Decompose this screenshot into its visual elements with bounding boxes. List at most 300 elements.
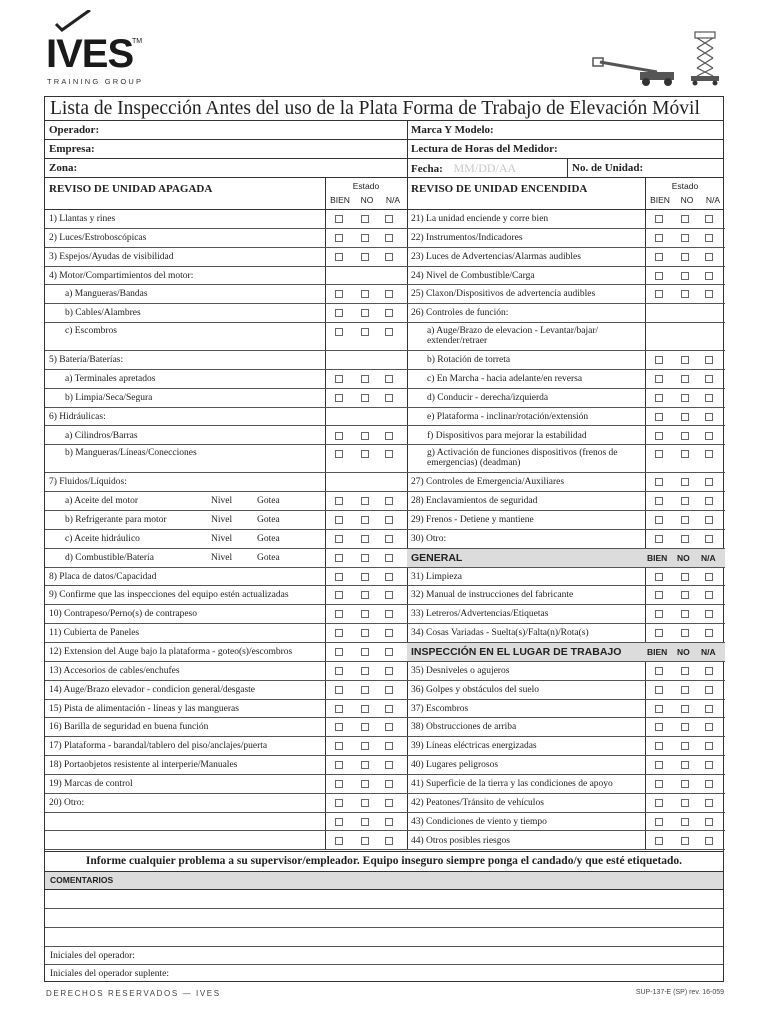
left-no-checkbox[interactable] <box>361 648 369 656</box>
right-item-label: 27) Controles de Emergencia/Auxiliares <box>411 477 565 488</box>
right-na-checkbox[interactable] <box>705 215 713 223</box>
left-row <box>45 511 407 530</box>
left-row <box>45 389 407 408</box>
left-no-checkbox[interactable] <box>361 591 369 599</box>
right-bien-checkbox[interactable] <box>655 686 663 694</box>
left-bien-checkbox[interactable] <box>335 573 343 581</box>
left-na-checkbox[interactable] <box>385 629 393 637</box>
left-bien-checkbox[interactable] <box>335 328 343 336</box>
left-na-checkbox[interactable] <box>385 686 393 694</box>
right-item-label: 33) Letreros/Advertencias/Etiquetas <box>411 609 549 620</box>
right-item-label: 36) Golpes y obstáculos del suelo <box>411 684 539 695</box>
right-row <box>407 605 725 624</box>
right-no-checkbox[interactable] <box>681 497 689 505</box>
left-no-checkbox[interactable] <box>361 215 369 223</box>
nivel-label: Nivel <box>211 552 233 563</box>
left-row <box>45 643 407 662</box>
left-bien-checkbox[interactable] <box>335 253 343 261</box>
left-item-label: 14) Auge/Brazo elevador - condicion general/desgaste <box>49 684 256 695</box>
right-no-checkbox[interactable] <box>681 234 689 242</box>
left-bien-label: BIEN <box>330 195 350 205</box>
left-na-checkbox[interactable] <box>385 497 393 505</box>
right-no-label: NO <box>680 195 694 205</box>
left-bien-checkbox[interactable] <box>335 497 343 505</box>
right-bien-checkbox[interactable] <box>655 516 663 524</box>
left-item-label: c) Aceite hidráulico <box>65 533 140 544</box>
left-item-label: 13) Accesorios de cables/enchufes <box>49 665 180 676</box>
right-bien-checkbox[interactable] <box>655 375 663 383</box>
left-item-label: 11) Cubierta de Paneles <box>49 628 140 639</box>
right-na-checkbox[interactable] <box>705 667 713 675</box>
left-bien-checkbox[interactable] <box>335 290 343 298</box>
left-bien-checkbox[interactable] <box>335 535 343 543</box>
left-item-label: 7) Fluidos/Líquidos: <box>49 477 127 488</box>
left-na-checkbox[interactable] <box>385 723 393 731</box>
right-no-checkbox[interactable] <box>681 450 689 458</box>
right-na-checkbox[interactable] <box>705 686 713 694</box>
left-row <box>45 756 407 775</box>
right-no-checkbox[interactable] <box>681 215 689 223</box>
right-bien-checkbox[interactable] <box>655 837 663 845</box>
left-na-checkbox[interactable] <box>385 610 393 618</box>
left-section-title: REVISO DE UNIDAD APAGADA <box>49 183 213 195</box>
left-no-checkbox[interactable] <box>361 432 369 440</box>
right-na-checkbox[interactable] <box>705 234 713 242</box>
right-item-label: 37) Escombros <box>411 703 469 714</box>
right-no-checkbox[interactable] <box>681 573 689 581</box>
left-no-checkbox[interactable] <box>361 290 369 298</box>
right-na-checkbox[interactable] <box>705 780 713 788</box>
right-no-checkbox[interactable] <box>681 799 689 807</box>
left-na-checkbox[interactable] <box>385 742 393 750</box>
left-na-checkbox[interactable] <box>385 328 393 336</box>
right-no-checkbox[interactable] <box>681 253 689 261</box>
left-item-label: 19) Marcas de control <box>49 778 133 789</box>
left-item-label: b) Refrigerante para motor <box>65 515 167 526</box>
logo-subtitle: TRAINING GROUP <box>47 77 144 86</box>
right-no-checkbox[interactable] <box>681 629 689 637</box>
right-row <box>407 530 725 549</box>
left-no-checkbox[interactable] <box>361 253 369 261</box>
right-row <box>407 473 725 492</box>
left-no-checkbox[interactable] <box>361 554 369 562</box>
right-no-checkbox[interactable] <box>681 610 689 618</box>
left-bien-checkbox[interactable] <box>335 648 343 656</box>
right-item-label: 43) Condiciones de viento y tiempo <box>411 816 547 827</box>
left-bien-checkbox[interactable] <box>335 375 343 383</box>
right-na-checkbox[interactable] <box>705 516 713 524</box>
right-na-checkbox[interactable] <box>705 535 713 543</box>
right-item-label: 38) Obstrucciones de arriba <box>411 722 517 733</box>
left-na-checkbox[interactable] <box>385 837 393 845</box>
right-no-checkbox[interactable] <box>681 761 689 769</box>
left-item-label: b) Mangueras/Líneas/Conecciones <box>65 448 197 459</box>
left-bien-checkbox[interactable] <box>335 394 343 402</box>
right-row <box>407 586 725 605</box>
aerial-lift-icon <box>585 28 730 88</box>
gotea-label: Gotea <box>257 533 280 544</box>
left-row <box>45 530 407 549</box>
right-no-checkbox[interactable] <box>681 705 689 713</box>
left-bien-checkbox[interactable] <box>335 686 343 694</box>
right-row <box>407 568 725 587</box>
right-na-checkbox[interactable] <box>705 837 713 845</box>
right-no-checkbox[interactable] <box>681 478 689 486</box>
right-bien-checkbox[interactable] <box>655 742 663 750</box>
left-no-checkbox[interactable] <box>361 742 369 750</box>
left-na-label: N/A <box>385 195 401 205</box>
left-bien-checkbox[interactable] <box>335 761 343 769</box>
right-no-checkbox[interactable] <box>681 375 689 383</box>
left-row <box>45 304 407 323</box>
right-na-checkbox[interactable] <box>705 356 713 364</box>
right-item-label: 32) Manual de instrucciones del fabricante <box>411 590 574 601</box>
left-estado-label: Estado <box>352 181 380 191</box>
iniciales-suplente-field[interactable]: Iniciales del operador suplente: <box>50 969 169 979</box>
right-section-title: REVISO DE UNIDAD ENCENDIDA <box>411 183 588 195</box>
left-na-checkbox[interactable] <box>385 818 393 826</box>
left-no-checkbox[interactable] <box>361 723 369 731</box>
right-no-checkbox[interactable] <box>681 356 689 364</box>
left-bien-checkbox[interactable] <box>335 432 343 440</box>
right-item-label: 23) Luces de Advertencias/Alarmas audibles <box>411 251 581 262</box>
right-bien-checkbox[interactable] <box>655 234 663 242</box>
right-bien-checkbox[interactable] <box>655 432 663 440</box>
left-bien-checkbox[interactable] <box>335 780 343 788</box>
left-bien-checkbox[interactable] <box>335 450 343 458</box>
left-no-checkbox[interactable] <box>361 375 369 383</box>
right-row <box>407 624 725 643</box>
left-bien-checkbox[interactable] <box>335 629 343 637</box>
iniciales-field[interactable]: Iniciales del operador: <box>45 947 723 965</box>
zona-field[interactable]: Zona: <box>49 162 78 174</box>
right-item-label: g) Activación de funciones dispositivos (frenos de emergencias) (deadman) <box>427 448 618 469</box>
right-bien-checkbox[interactable] <box>655 450 663 458</box>
right-row <box>407 832 725 851</box>
left-na-checkbox[interactable] <box>385 309 393 317</box>
left-na-checkbox[interactable] <box>385 554 393 562</box>
left-item-label: a) Cilindros/Barras <box>65 430 138 441</box>
right-row <box>407 267 725 286</box>
right-no-checkbox[interactable] <box>681 686 689 694</box>
right-bien-checkbox[interactable] <box>655 535 663 543</box>
right-row <box>407 285 725 304</box>
left-no-checkbox[interactable] <box>361 686 369 694</box>
right-no-checkbox[interactable] <box>681 272 689 280</box>
right-na-checkbox[interactable] <box>705 394 713 402</box>
right-na-checkbox[interactable] <box>705 742 713 750</box>
left-bien-checkbox[interactable] <box>335 742 343 750</box>
left-bien-checkbox[interactable] <box>335 234 343 242</box>
right-bien-checkbox[interactable] <box>655 629 663 637</box>
left-row <box>45 718 407 737</box>
left-no-checkbox[interactable] <box>361 450 369 458</box>
safety-notice: Informe cualquier problema a su supervisor/empleador. Equipo inseguro siempre ponga el candado/y que esté etiquetado. <box>45 851 723 872</box>
left-bien-checkbox[interactable] <box>335 610 343 618</box>
right-bien-checkbox[interactable] <box>655 394 663 402</box>
left-na-checkbox[interactable] <box>385 394 393 402</box>
right-row <box>407 408 725 427</box>
comment-line-2[interactable] <box>45 909 723 928</box>
left-no-checkbox[interactable] <box>361 394 369 402</box>
comentarios-header: COMENTARIOS <box>45 872 723 890</box>
left-row <box>45 813 407 832</box>
right-na-checkbox[interactable] <box>705 818 713 826</box>
left-bien-checkbox[interactable] <box>335 818 343 826</box>
right-item-label: b) Rotación de torreta <box>427 355 511 366</box>
left-row <box>45 323 407 351</box>
right-row <box>407 643 725 662</box>
right-item-label: 25) Claxon/Dispositivos de advertencia audibles <box>411 289 596 300</box>
left-no-checkbox[interactable] <box>361 234 369 242</box>
right-no-checkbox[interactable] <box>681 818 689 826</box>
right-na-checkbox[interactable] <box>705 705 713 713</box>
right-no-checkbox[interactable] <box>681 837 689 845</box>
comment-line-1[interactable] <box>45 890 723 909</box>
right-bien-checkbox[interactable] <box>655 290 663 298</box>
right-row <box>407 549 725 568</box>
left-na-checkbox[interactable] <box>385 432 393 440</box>
right-row <box>407 389 725 408</box>
left-no-checkbox[interactable] <box>361 497 369 505</box>
left-no-checkbox[interactable] <box>361 837 369 845</box>
ives-logo <box>46 16 156 86</box>
right-no-checkbox[interactable] <box>681 667 689 675</box>
right-na-checkbox[interactable] <box>705 290 713 298</box>
left-item-label: 5) Batería/Baterías: <box>49 355 124 366</box>
right-section-label: INSPECCIÓN EN EL LUGAR DE TRABAJO <box>411 646 622 658</box>
left-item-label: b) Limpia/Seca/Segura <box>65 392 153 403</box>
left-bien-checkbox[interactable] <box>335 554 343 562</box>
checkmark-icon <box>54 10 94 32</box>
left-bien-checkbox[interactable] <box>335 591 343 599</box>
left-item-label: 8) Placa de datos/Capacidad <box>49 571 157 582</box>
right-na-checkbox[interactable] <box>705 573 713 581</box>
left-na-checkbox[interactable] <box>385 375 393 383</box>
right-item-label: d) Conducir - derecha/izquierda <box>427 392 549 403</box>
header-row-1 <box>45 121 723 140</box>
right-bien-checkbox[interactable] <box>655 705 663 713</box>
left-row <box>45 624 407 643</box>
left-na-checkbox[interactable] <box>385 535 393 543</box>
inspection-form <box>44 96 724 982</box>
right-bien-checkbox[interactable] <box>655 272 663 280</box>
right-bien-checkbox[interactable] <box>655 497 663 505</box>
left-bien-checkbox[interactable] <box>335 799 343 807</box>
right-na-checkbox[interactable] <box>705 591 713 599</box>
left-item-label: 6) Hidráulicas: <box>49 411 106 422</box>
right-bien-checkbox[interactable] <box>655 356 663 364</box>
right-bien-checkbox[interactable] <box>655 413 663 421</box>
left-item-label: a) Terminales apretados <box>65 373 156 384</box>
right-no-checkbox[interactable] <box>681 535 689 543</box>
right-row <box>407 681 725 700</box>
right-bien-checkbox[interactable] <box>655 780 663 788</box>
logo-word: IVES <box>46 32 134 76</box>
left-row <box>45 737 407 756</box>
right-na-checkbox[interactable] <box>705 610 713 618</box>
right-section-bien-label: BIEN <box>647 552 668 563</box>
right-bien-checkbox[interactable] <box>655 610 663 618</box>
right-item-label: c) En Marcha - hacia adelante/en reversa <box>427 373 583 384</box>
left-item-label: 10) Contrapeso/Perno(s) de contrapeso <box>49 609 198 620</box>
left-no-checkbox[interactable] <box>361 573 369 581</box>
left-no-checkbox[interactable] <box>361 629 369 637</box>
left-item-label: 20) Otro: <box>49 797 85 808</box>
left-row <box>45 248 407 267</box>
left-bien-checkbox[interactable] <box>335 516 343 524</box>
right-no-checkbox[interactable] <box>681 290 689 298</box>
right-item-label: 31) Limpieza <box>411 571 462 582</box>
unidad-field[interactable]: No. de Unidad: <box>567 159 725 177</box>
left-na-checkbox[interactable] <box>385 253 393 261</box>
left-no-checkbox[interactable] <box>361 610 369 618</box>
right-bien-checkbox[interactable] <box>655 591 663 599</box>
right-no-checkbox[interactable] <box>681 432 689 440</box>
left-row <box>45 229 407 248</box>
left-no-checkbox[interactable] <box>361 328 369 336</box>
footer-copyright: DERECHOS RESERVADOS — IVES <box>46 989 221 998</box>
left-item-label: b) Cables/Alambres <box>65 308 141 319</box>
left-no-checkbox[interactable] <box>361 516 369 524</box>
left-row <box>45 351 407 370</box>
right-item-label: 42) Peatones/Tránsito de vehículos <box>411 797 544 808</box>
left-no-checkbox[interactable] <box>361 761 369 769</box>
right-row <box>407 813 725 832</box>
right-bien-checkbox[interactable] <box>655 818 663 826</box>
left-row <box>45 832 407 851</box>
left-bien-checkbox[interactable] <box>335 837 343 845</box>
right-no-checkbox[interactable] <box>681 742 689 750</box>
right-item-label: 22) Instrumentos/Indicadores <box>411 232 523 243</box>
left-na-checkbox[interactable] <box>385 799 393 807</box>
right-section-no-label: NO <box>677 552 690 563</box>
left-bien-checkbox[interactable] <box>335 705 343 713</box>
left-na-checkbox[interactable] <box>385 667 393 675</box>
right-bien-checkbox[interactable] <box>655 667 663 675</box>
left-na-checkbox[interactable] <box>385 234 393 242</box>
lectura-field[interactable]: Lectura de Horas del Medidor: <box>411 143 558 155</box>
right-row <box>407 718 725 737</box>
empresa-field[interactable]: Empresa: <box>49 143 95 155</box>
right-na-checkbox[interactable] <box>705 432 713 440</box>
left-na-checkbox[interactable] <box>385 648 393 656</box>
left-na-checkbox[interactable] <box>385 761 393 769</box>
right-section-no-label: NO <box>677 647 690 657</box>
left-bien-checkbox[interactable] <box>335 723 343 731</box>
left-no-checkbox[interactable] <box>361 535 369 543</box>
right-na-checkbox[interactable] <box>705 761 713 769</box>
right-no-checkbox[interactable] <box>681 516 689 524</box>
left-na-checkbox[interactable] <box>385 591 393 599</box>
left-na-checkbox[interactable] <box>385 705 393 713</box>
right-na-checkbox[interactable] <box>705 450 713 458</box>
left-na-checkbox[interactable] <box>385 215 393 223</box>
right-na-checkbox[interactable] <box>705 497 713 505</box>
marca-field[interactable]: Marca Y Modelo: <box>411 124 494 136</box>
right-bien-checkbox[interactable] <box>655 723 663 731</box>
operador-field[interactable]: Operador: <box>49 124 100 136</box>
right-na-checkbox[interactable] <box>705 723 713 731</box>
right-bien-checkbox[interactable] <box>655 573 663 581</box>
right-na-checkbox[interactable] <box>705 413 713 421</box>
fecha-field[interactable] <box>407 159 567 177</box>
right-item-label: 40) Lugares peligrosos <box>411 760 499 771</box>
left-row <box>45 549 407 568</box>
left-row <box>45 492 407 511</box>
nivel-label: Nivel <box>211 515 233 526</box>
left-item-label: 2) Luces/Estroboscópicas <box>49 232 147 243</box>
left-bien-checkbox[interactable] <box>335 215 343 223</box>
left-item-label: 18) Portaobjetos resistente al interperie/Manuales <box>49 760 238 771</box>
right-bien-checkbox[interactable] <box>655 215 663 223</box>
right-row <box>407 511 725 530</box>
left-item-label: c) Escombros <box>65 326 117 337</box>
logo-tm: TM <box>132 38 143 45</box>
right-item-label: 44) Otros posibles riesgos <box>411 835 510 846</box>
right-no-checkbox[interactable] <box>681 780 689 788</box>
left-na-checkbox[interactable] <box>385 290 393 298</box>
left-item-label: d) Combustible/Batería <box>65 552 154 563</box>
left-bien-checkbox[interactable] <box>335 309 343 317</box>
comment-line-3[interactable] <box>45 928 723 947</box>
right-no-checkbox[interactable] <box>681 723 689 731</box>
left-no-checkbox[interactable] <box>361 799 369 807</box>
right-bien-checkbox[interactable] <box>655 761 663 769</box>
left-na-checkbox[interactable] <box>385 450 393 458</box>
left-na-checkbox[interactable] <box>385 573 393 581</box>
right-row <box>407 427 725 446</box>
right-na-checkbox[interactable] <box>705 253 713 261</box>
right-na-checkbox[interactable] <box>705 478 713 486</box>
left-no-checkbox[interactable] <box>361 309 369 317</box>
left-no-checkbox[interactable] <box>361 818 369 826</box>
right-bien-checkbox[interactable] <box>655 253 663 261</box>
left-row <box>45 473 407 492</box>
right-bien-checkbox[interactable] <box>655 799 663 807</box>
right-item-label: 34) Cosas Variadas - Suelta(s)/Falta(n)/Rota(s) <box>411 628 589 639</box>
right-na-checkbox[interactable] <box>705 375 713 383</box>
left-row <box>45 775 407 794</box>
left-na-checkbox[interactable] <box>385 516 393 524</box>
header-row-2 <box>45 140 723 159</box>
left-item-label: a) Mangueras/Bandas <box>65 289 148 300</box>
right-bien-label: BIEN <box>650 195 670 205</box>
left-item-label: 16) Barilla de seguridad en buena función <box>49 722 209 733</box>
left-na-checkbox[interactable] <box>385 780 393 788</box>
right-section-na-label: N/A <box>701 552 716 563</box>
left-bien-checkbox[interactable] <box>335 667 343 675</box>
right-na-checkbox[interactable] <box>705 272 713 280</box>
right-row <box>407 756 725 775</box>
right-row <box>407 794 725 813</box>
header-row-3 <box>45 159 723 178</box>
left-no-label: NO <box>360 195 374 205</box>
right-row <box>407 370 725 389</box>
right-no-checkbox[interactable] <box>681 591 689 599</box>
right-bien-checkbox[interactable] <box>655 478 663 486</box>
left-item-label: 17) Plataforma - barandal/tablero del piso/anclajes/puerta <box>49 741 268 752</box>
right-na-checkbox[interactable] <box>705 799 713 807</box>
left-no-checkbox[interactable] <box>361 705 369 713</box>
right-no-checkbox[interactable] <box>681 413 689 421</box>
left-row <box>45 568 407 587</box>
right-na-checkbox[interactable] <box>705 629 713 637</box>
left-no-checkbox[interactable] <box>361 780 369 788</box>
gotea-label: Gotea <box>257 552 280 563</box>
left-no-checkbox[interactable] <box>361 667 369 675</box>
right-no-checkbox[interactable] <box>681 394 689 402</box>
